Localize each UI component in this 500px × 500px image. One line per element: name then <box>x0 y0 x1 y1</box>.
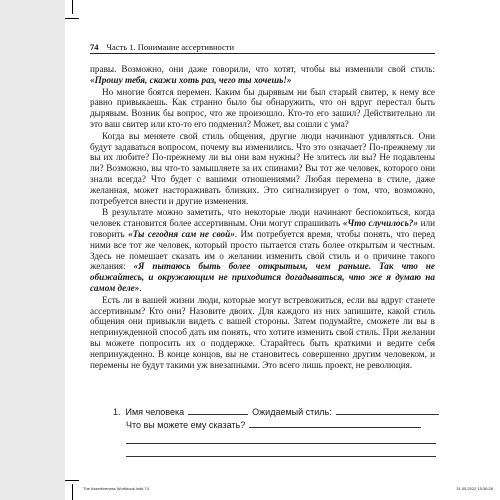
paragraph-text: Когда вы меняете свой стиль общения, другие люди начинают удивляться. Они будут задаваться вопросом, почему вы изменились. Что это означает? По-прежнему ли вы их любите? По-прежнему ли вы они вам нужны? Не злитесь ли вы? Не подавлены ли? Возможно, вы что-то замышляете за их спинами? Вы тот же человек, которого они знали всегда? Что будет с вашими отношениями? Любая перемена в стиле, даже желанная, может настораживать близких. Это сигнализирует о том, что, возможно, потребуется внести и другие изменения. <box>90 130 435 206</box>
footer-file-name: The Assertiveness Workbook.indd 74 <box>83 486 149 491</box>
chapter-title: Часть 1. Понимание ассертивности <box>106 42 235 52</box>
expected-style-label: Ожидаемый стиль: <box>252 407 332 417</box>
question-answer-blank[interactable] <box>249 418 421 428</box>
question-label: Что вы можете ему сказать? <box>126 420 246 430</box>
paragraph-text: . Им потребуется время, чтобы понять, что перед ними все тот же человек, который просто пытается стать более открытым и честным. Здесь не помешает сказать им о желании изменить свой стиль и о причине такого желания: <box>90 228 435 272</box>
answer-line[interactable] <box>126 431 436 444</box>
footer-timestamp: 31.05.2022 15:36:28 <box>456 486 493 491</box>
crop-mark <box>65 480 79 481</box>
body-text <box>90 64 435 371</box>
person-name-label: Имя человека <box>125 407 185 417</box>
exercise-row-question <box>126 418 443 431</box>
paragraph <box>90 295 435 371</box>
exercise-row-name <box>113 405 443 418</box>
page-number: 74 <box>90 42 99 52</box>
print-footer <box>83 486 493 491</box>
crop-mark <box>72 0 73 14</box>
paragraph <box>90 64 435 86</box>
quoted-phrase: «Я пытаюсь быть более открытым, чем раньше. Так что не обижайтесь, и окружающим не приходится догадываться, что же я думаю на самом деле» <box>90 261 435 293</box>
book-page <box>65 0 500 500</box>
expected-style-blank[interactable] <box>336 405 439 415</box>
paragraph <box>90 207 435 293</box>
paragraph <box>90 131 435 207</box>
quoted-phrase: «Ты сегодня сам не свой» <box>128 228 235 239</box>
paragraph-text: правы. Возможно, они даже говорили, что хотят, чтобы вы изменили свой стиль: <box>90 64 435 74</box>
paragraph-text: . <box>139 282 142 293</box>
quoted-phrase: «Что случилось?» <box>342 218 418 229</box>
crop-mark <box>65 18 79 19</box>
running-header <box>90 42 234 52</box>
person-name-blank[interactable] <box>188 405 248 415</box>
paragraph-text: или говорить <box>90 218 436 239</box>
exercise-block <box>113 405 443 457</box>
paragraph <box>90 87 435 130</box>
header-rule <box>90 53 435 54</box>
quoted-phrase: «Прошу тебя, скажи хоть раз, чего ты хочешь!» <box>90 74 292 85</box>
paragraph-text: В результате можно заметить, что некоторые люди начинают беспокоиться, когда человек становится более ассертивным. Они могут спрашивать <box>90 207 435 229</box>
exercise-number: 1. <box>113 407 121 417</box>
crop-mark <box>72 484 73 500</box>
answer-line[interactable] <box>126 444 436 457</box>
paragraph-text: Но многие боятся перемен. Каким бы дырявым ни был старый свитер, к нему все равно привыкаешь. Как странно было бы обнаружить, что он вдруг перестал быть дырявым. Возник бы вопрос, что же произошло. Кто-то его зашил? Действительно ли это ваш свитер или кто-то его подменил? Может, вы сошли с ума? <box>90 86 435 129</box>
paragraph-text: Есть ли в вашей жизни люди, которые могут встревожиться, если вы вдруг станете ассертивным? Кто они? Назовите двоих. Для каждого из них запишите, какой стиль общения они привыкли видеть с вашей стороны. Затем подумайте, сможете ли вы в непринужденной способ дать им понять, что хотите изменить свой стиль. При желании вы можете попросить их о поддержке. Старайтесь быть краткими и ведите себя непринужденно. В конце концов, вы не становитесь совершенно другим человеком, и перемены не будут такими уж внезапными. Это всего лишь проект, не революция. <box>90 294 435 370</box>
